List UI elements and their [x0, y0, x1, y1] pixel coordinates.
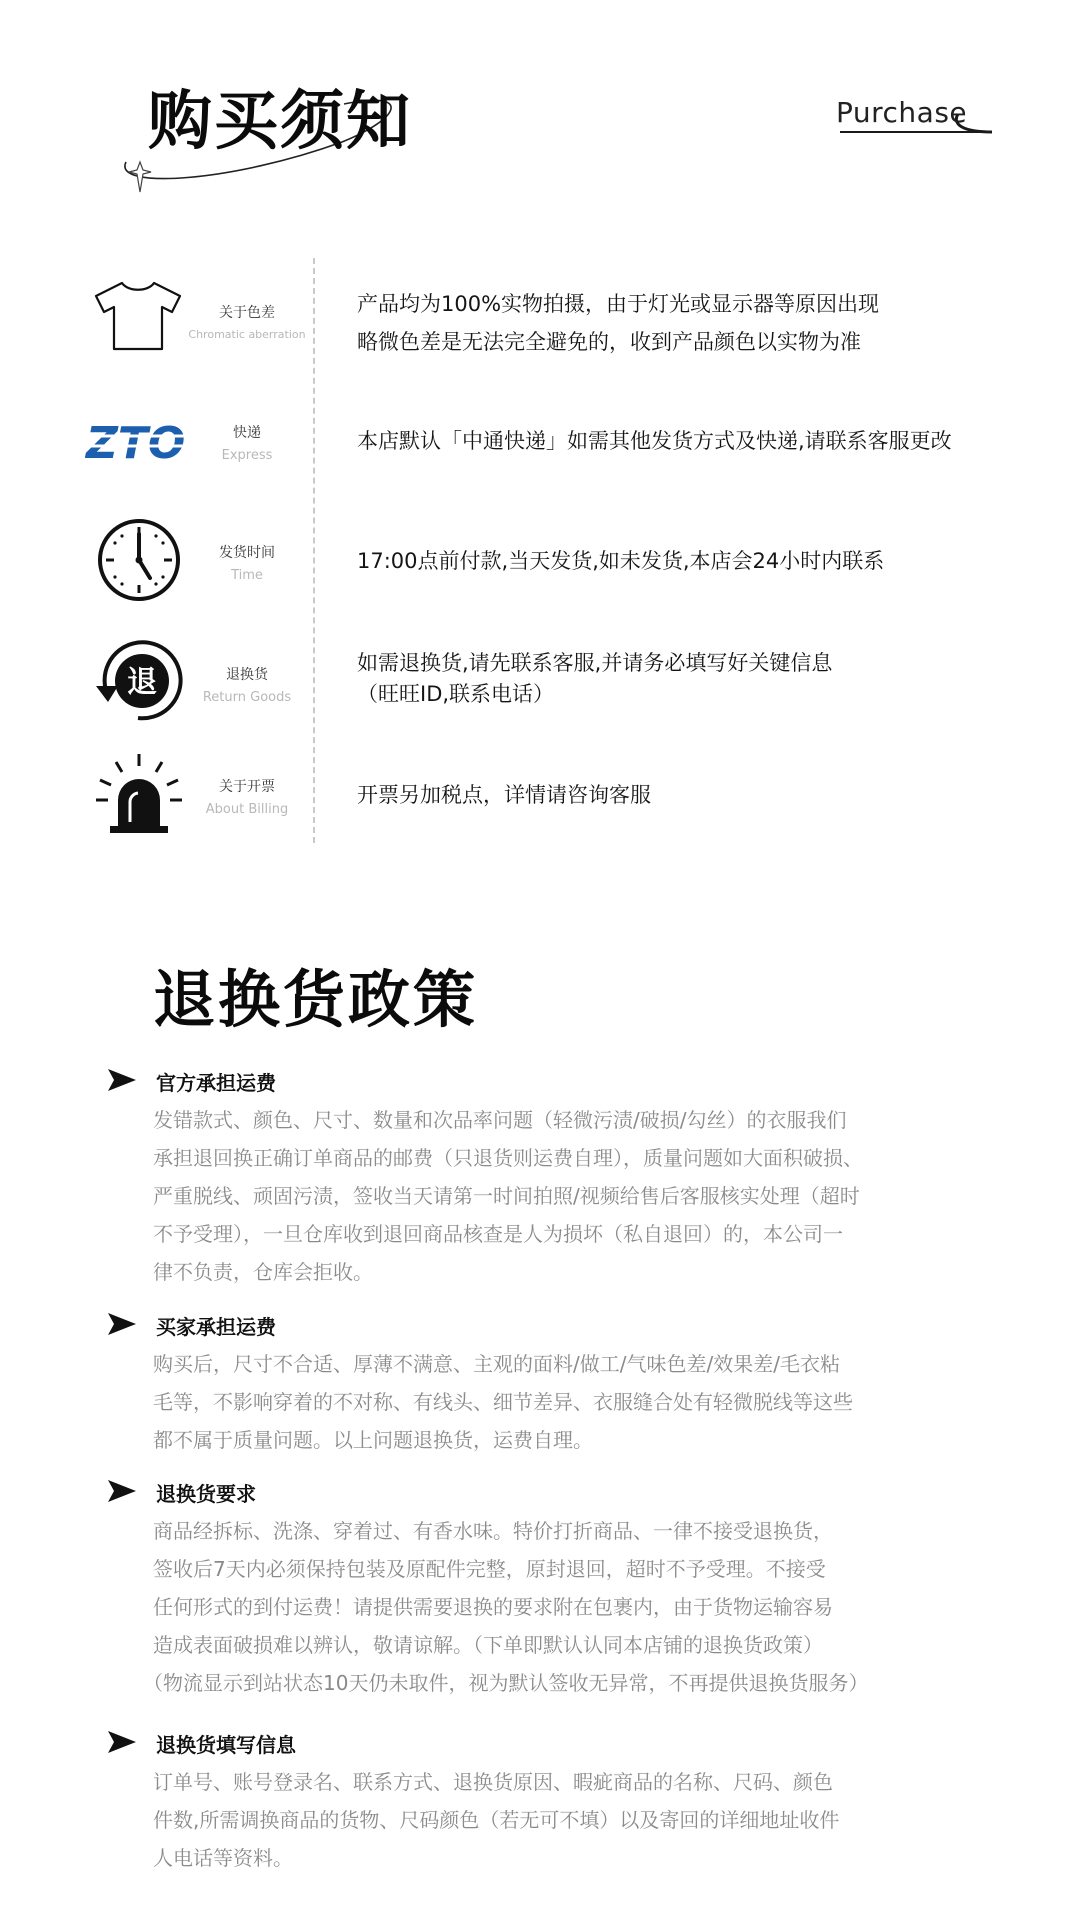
notice-divider [313, 258, 315, 843]
notice-text-return: 如需退换货,请先联系客服,并请务必填写好关键信息 （旺旺ID,联系电话） [357, 651, 833, 706]
policy-section-heading: 退换货填写信息 [156, 1733, 296, 1757]
notice-label-time: 发货时间 Time [219, 545, 275, 583]
triangle-bullet-icon [108, 1069, 136, 1091]
notice-label-billing: 关于开票 About Billing [205, 779, 289, 817]
svg-text:退: 退 [127, 665, 157, 700]
notice-text-billing: 开票另加税点，详情请咨询客服 [357, 783, 651, 807]
notice-text-color: 产品均为100%实物拍摄，由于灯光或显示器等原因出现 略微色差是无法完全避免的，收到产品颜色以实物为准 [357, 292, 880, 354]
notice-text-express: 本店默认「中通快递」如需其他发货方式及快递,请联系客服更改 [357, 429, 952, 453]
page-title-en: Purchase [836, 96, 968, 129]
underline-hook-decoration [952, 112, 996, 136]
policy-section-body: 发错款式、颜色、尺寸、数量和次品率问题（轻微污渍/破损/勾丝）的衣服我们 承担退回换正确订单商品的邮费（只退货则运费自理），质量问题如大面积破损、 严重脱线、顽固污渍，签收当天请第一时间拍照/视频给售后客服核实处理（超时 不予受理），一旦仓库收到退回商品核查是人为损坏（私自退回）的，本公司一 律不负责，仓库会拒收。 [153, 1108, 863, 1284]
alarm-icon [94, 752, 184, 836]
tshirt-icon [92, 280, 184, 352]
clock-icon [96, 517, 182, 603]
policy-section-body: 商品经拆标、洗涤、穿着过、有香水味。特价打折商品、一律不接受退换货， 签收后7天内必须保持包装及原配件完整，原封退回，超时不予受理。不接受 任何形式的到付运费！请提供需要退换的要求附在包裹内，由于货物运输容易 造成表面破损难以辨认，敬请谅解。（下单即默认认同本店铺的退换货政策） （物流显示到站状态10天仍未取件，视为默认签收无异常，不再提供退换货服务） [143, 1519, 869, 1695]
policy-section-heading: 官方承担运费 [156, 1071, 276, 1095]
policy-section-heading: 退换货要求 [156, 1482, 256, 1506]
svg-text:ZTO: ZTO [86, 418, 186, 464]
triangle-bullet-icon [108, 1313, 136, 1335]
policy-section-body: 购买后，尺寸不合适、厚薄不满意、主观的面料/做工/气味色差/效果差/毛衣粘 毛等，不影响穿着的不对称、有线头、细节差异、衣服缝合处有轻微脱线等这些 都不属于质量问题。以上问题退换货，运费自理。 [153, 1352, 853, 1452]
zto-logo [84, 418, 194, 464]
triangle-bullet-icon [108, 1480, 136, 1502]
policy-title: 退换货政策 [153, 963, 479, 1036]
triangle-bullet-icon [108, 1731, 136, 1753]
notice-label-return: 退换货 Return Goods [202, 667, 292, 705]
return-icon [88, 636, 184, 726]
notice-label-color: 关于色差 Chromatic aberration [188, 305, 306, 341]
page-title: 购买须知 [148, 85, 412, 159]
notice-text-time: 17:00点前付款,当天发货,如未发货,本店会24小时内联系 [357, 549, 885, 573]
policy-section-heading: 买家承担运费 [156, 1315, 276, 1339]
policy-section-body: 订单号、账号登录名、联系方式、退换货原因、暇疵商品的名称、尺码、颜色 件数,所需调换商品的货物、尺码颜色（若无可不填）以及寄回的详细地址收件 人电话等资料。 [153, 1770, 840, 1870]
notice-label-express: 快递 Express [221, 425, 273, 463]
